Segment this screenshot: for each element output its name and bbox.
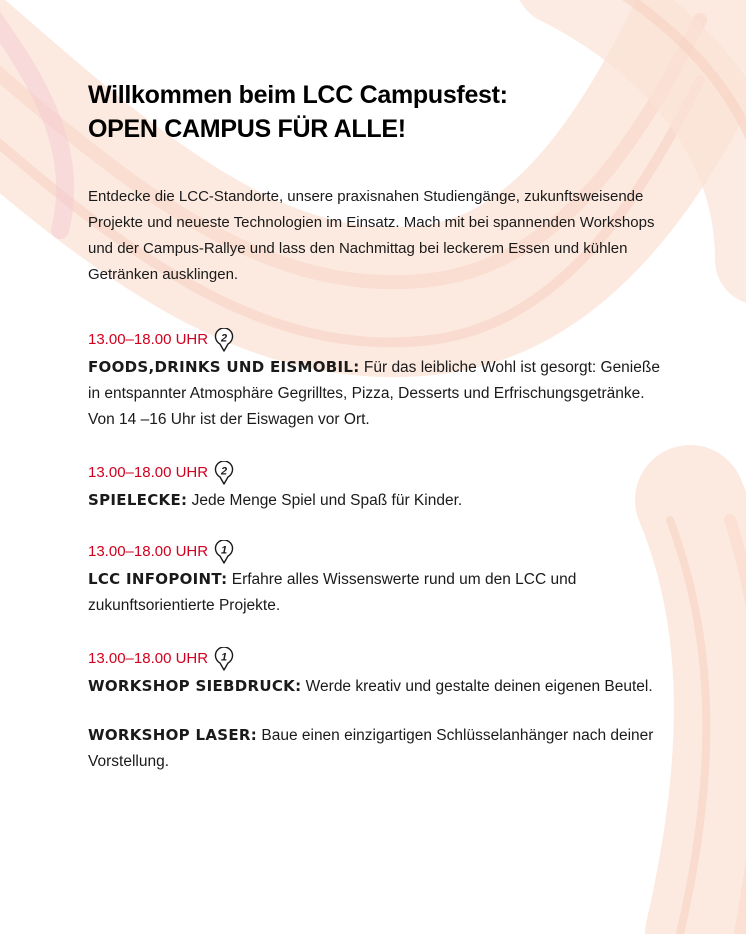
event-text: Werde kreativ und gestalte deinen eigenen Beutel. xyxy=(301,678,653,695)
location-number: 2 xyxy=(221,465,228,478)
event-time xyxy=(88,540,668,564)
event-description xyxy=(88,566,668,619)
event-time-text: 13.00–18.00 UHR xyxy=(88,464,209,481)
event-time xyxy=(88,647,668,671)
page-title xyxy=(88,78,668,146)
event-title: WORKSHOP LASER: xyxy=(88,726,258,744)
event-description xyxy=(88,487,668,514)
event-text: Jede Menge Spiel und Spaß für Kinder. xyxy=(187,492,463,509)
event-text: Erfahre alles Wissenswerte rund um den LCC und zukunftsorientierte Projekte. xyxy=(88,571,577,614)
event-time xyxy=(88,328,668,352)
location-pin-icon xyxy=(214,461,234,485)
location-pin-icon xyxy=(214,328,234,352)
location-number: 1 xyxy=(221,651,228,664)
event-description xyxy=(88,722,668,775)
main-content xyxy=(88,78,668,775)
event-time xyxy=(88,461,668,485)
event-item xyxy=(88,540,668,619)
location-number: 2 xyxy=(221,332,228,345)
event-title: WORKSHOP SIEBDRUCK: xyxy=(88,677,302,695)
event-list xyxy=(88,328,668,775)
event-text: Baue einen einzigartigen Schlüsselanhänger nach deiner Vorstellung. xyxy=(88,727,654,770)
event-time-text: 13.00–18.00 UHR xyxy=(88,331,209,348)
event-title: FOODS,DRINKS UND EISMOBIL: xyxy=(88,358,360,376)
event-description xyxy=(88,673,668,700)
event-text: Für das leibliche Wohl ist gesorgt: Genieße in entspannter Atmosphäre Gegrilltes, Pizza, Desserts und Erfrischungsgetränke. Von 14 –16 Uhr ist der Eiswagen vor Ort. xyxy=(88,359,660,428)
location-number: 1 xyxy=(221,544,228,557)
location-pin-icon xyxy=(214,647,234,671)
event-item xyxy=(88,461,668,514)
event-item xyxy=(88,647,668,700)
event-item xyxy=(88,722,668,775)
location-pin-icon xyxy=(214,540,234,564)
intro-paragraph: Entdecke die LCC-Standorte, unsere praxisnahen Studiengänge, zukunftsweisende Projekte und neueste Technologien im Einsatz. Mach mit bei spannenden Workshops und der Campus-Rallye und lass den Nachmittag bei leckerem Essen und kühlen Getränken ausklingen. xyxy=(88,188,655,283)
event-description xyxy=(88,354,668,433)
title-line-1: Willkommen beim LCC Campusfest: xyxy=(88,81,508,109)
event-title: SPIELECKE: xyxy=(88,491,188,509)
event-item xyxy=(88,328,668,433)
title-line-2: OPEN CAMPUS FÜR ALLE! xyxy=(88,115,406,143)
event-time-text: 13.00–18.00 UHR xyxy=(88,650,209,667)
event-title: LCC INFOPOINT: xyxy=(88,570,228,588)
event-time-text: 13.00–18.00 UHR xyxy=(88,543,209,560)
